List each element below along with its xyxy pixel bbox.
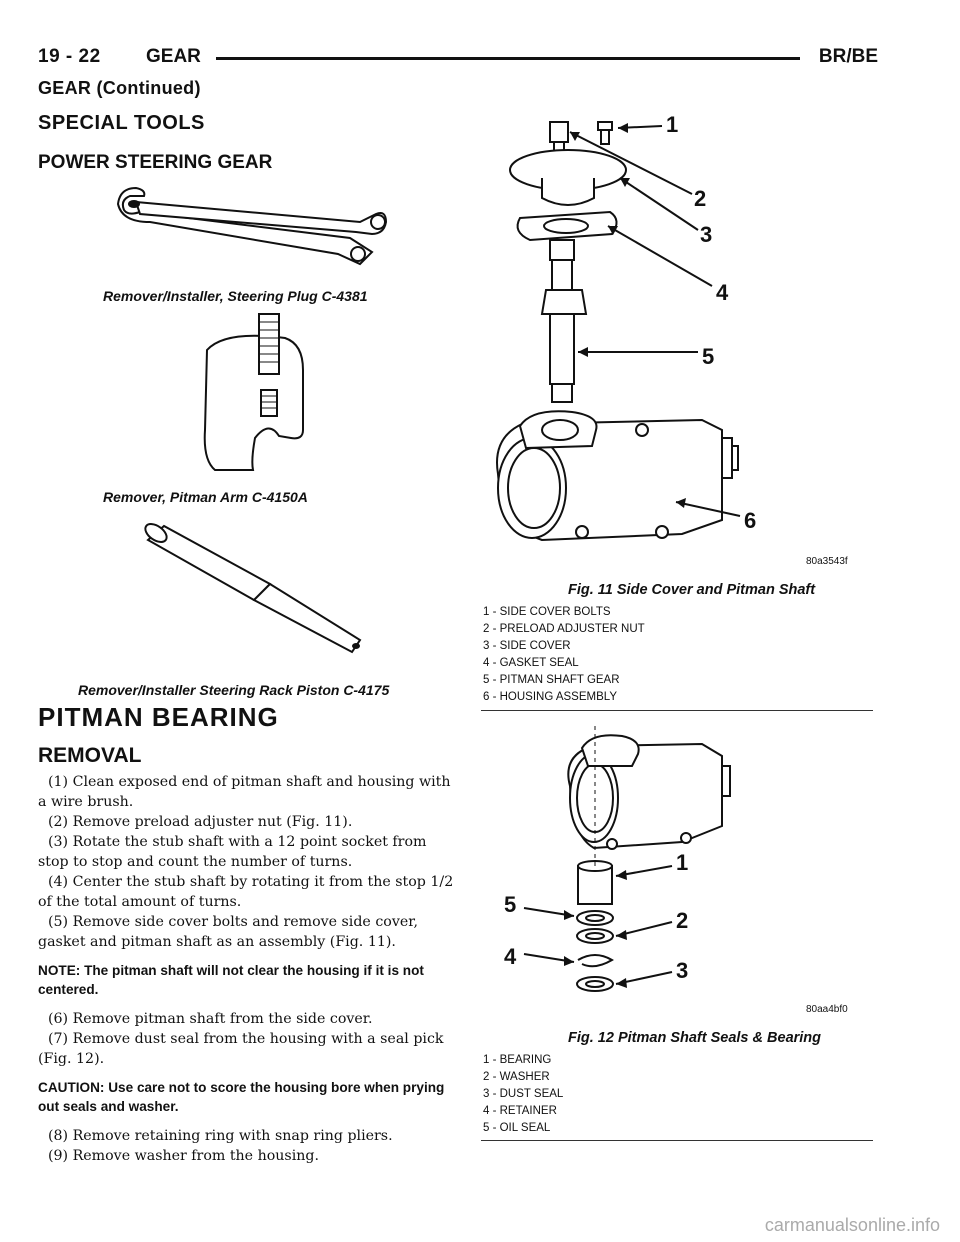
fig12-callout-2: 2 <box>676 908 689 933</box>
fig11-legend-6: 6 - HOUSING ASSEMBLY <box>483 691 617 703</box>
fig11-legend <box>483 604 645 706</box>
caution-text: CAUTION: Use care not to score the housing bore when prying out seals and washer. <box>38 1080 445 1114</box>
step-5: (5) Remove side cover bolts and remove side cover, gasket and pitman shaft as an assembly (Fig. 11). <box>38 914 418 950</box>
watermark: carmanualsonline.info <box>764 1215 940 1235</box>
page-header <box>38 46 878 70</box>
step-6: (6) Remove pitman shaft from the side cover. <box>48 1011 373 1027</box>
fig12-rule <box>481 1140 873 1141</box>
fig12-seals-bearing-diagram <box>482 726 874 1026</box>
fig11-legend-5: 5 - PITMAN SHAFT GEAR <box>483 674 620 686</box>
fig11-callout-2: 2 <box>694 186 707 211</box>
fig11-callout-6: 6 <box>744 508 757 533</box>
fig11-callout-4: 4 <box>716 280 729 305</box>
special-tools-heading: SPECIAL TOOLS <box>38 112 205 134</box>
steering-plug-tool-image <box>110 182 400 272</box>
fig11-rule <box>481 710 873 711</box>
continued-heading: GEAR (Continued) <box>38 78 201 98</box>
pitman-arm-remover-image <box>195 310 325 480</box>
fig12-callout-5: 5 <box>504 892 517 917</box>
fig12-legend <box>483 1052 563 1137</box>
fig12-title: Fig. 12 Pitman Shaft Seals & Bearing <box>568 1030 822 1046</box>
removal-procedure <box>38 772 458 1166</box>
tool-caption-c4175: Remover/Installer Steering Rack Piston C-4175 <box>78 682 390 698</box>
pitman-bearing-heading: PITMAN BEARING <box>38 702 279 732</box>
fig12-legend-4: 4 - RETAINER <box>483 1105 557 1117</box>
header-rule <box>216 57 800 60</box>
fig12-legend-1: 1 - BEARING <box>483 1054 552 1066</box>
step-2: (2) Remove preload adjuster nut (Fig. 11). <box>48 814 353 830</box>
rack-piston-tool-image <box>130 520 380 660</box>
step-3: (3) Rotate the stub shaft with a 12 point socket from stop to stop and count the number of turns. <box>38 834 427 870</box>
fig11-callout-1: 1 <box>666 112 679 137</box>
tool-caption-c4381: Remover/Installer, Steering Plug C-4381 <box>103 288 368 304</box>
fig12-code: 80aa4bf0 <box>806 1004 848 1015</box>
fig11-legend-3: 3 - SIDE COVER <box>483 640 571 652</box>
fig12-legend-5: 5 - OIL SEAL <box>483 1122 551 1134</box>
model-code: BR/BE <box>818 46 878 67</box>
step-8: (8) Remove retaining ring with snap ring pliers. <box>48 1128 393 1144</box>
removal-heading: REMOVAL <box>38 744 142 767</box>
tool-caption-c4150a: Remover, Pitman Arm C-4150A <box>103 489 308 505</box>
fig11-legend-2: 2 - PRELOAD ADJUSTER NUT <box>483 623 645 635</box>
fig11-legend-4: 4 - GASKET SEAL <box>483 657 579 669</box>
fig11-callout-3: 3 <box>700 222 713 247</box>
power-steering-gear-heading: POWER STEERING GEAR <box>38 152 273 173</box>
page-number: 19 - 22 <box>38 46 101 67</box>
fig11-code: 80a3543f <box>806 556 848 567</box>
fig12-legend-3: 3 - DUST SEAL <box>483 1088 564 1100</box>
section-name: GEAR <box>146 46 201 67</box>
fig11-legend-1: 1 - SIDE COVER BOLTS <box>483 606 611 618</box>
fig11-callout-5: 5 <box>702 344 715 369</box>
step-7: (7) Remove dust seal from the housing with a seal pick (Fig. 12). <box>38 1031 444 1067</box>
step-4: (4) Center the stub shaft by rotating it from the stop 1/2 of the total amount of turns. <box>38 874 454 910</box>
fig12-callout-4: 4 <box>504 944 517 969</box>
fig12-callout-1: 1 <box>676 850 689 875</box>
step-9: (9) Remove washer from the housing. <box>48 1148 319 1164</box>
fig11-title: Fig. 11 Side Cover and Pitman Shaft <box>568 582 816 598</box>
fig12-callout-3: 3 <box>676 958 689 983</box>
step-1: (1) Clean exposed end of pitman shaft and housing with a wire brush. <box>38 774 451 810</box>
fig11-side-cover-diagram <box>482 108 874 570</box>
note-text: NOTE: The pitman shaft will not clear the housing if it is not centered. <box>38 963 424 997</box>
fig12-legend-2: 2 - WASHER <box>483 1071 550 1083</box>
